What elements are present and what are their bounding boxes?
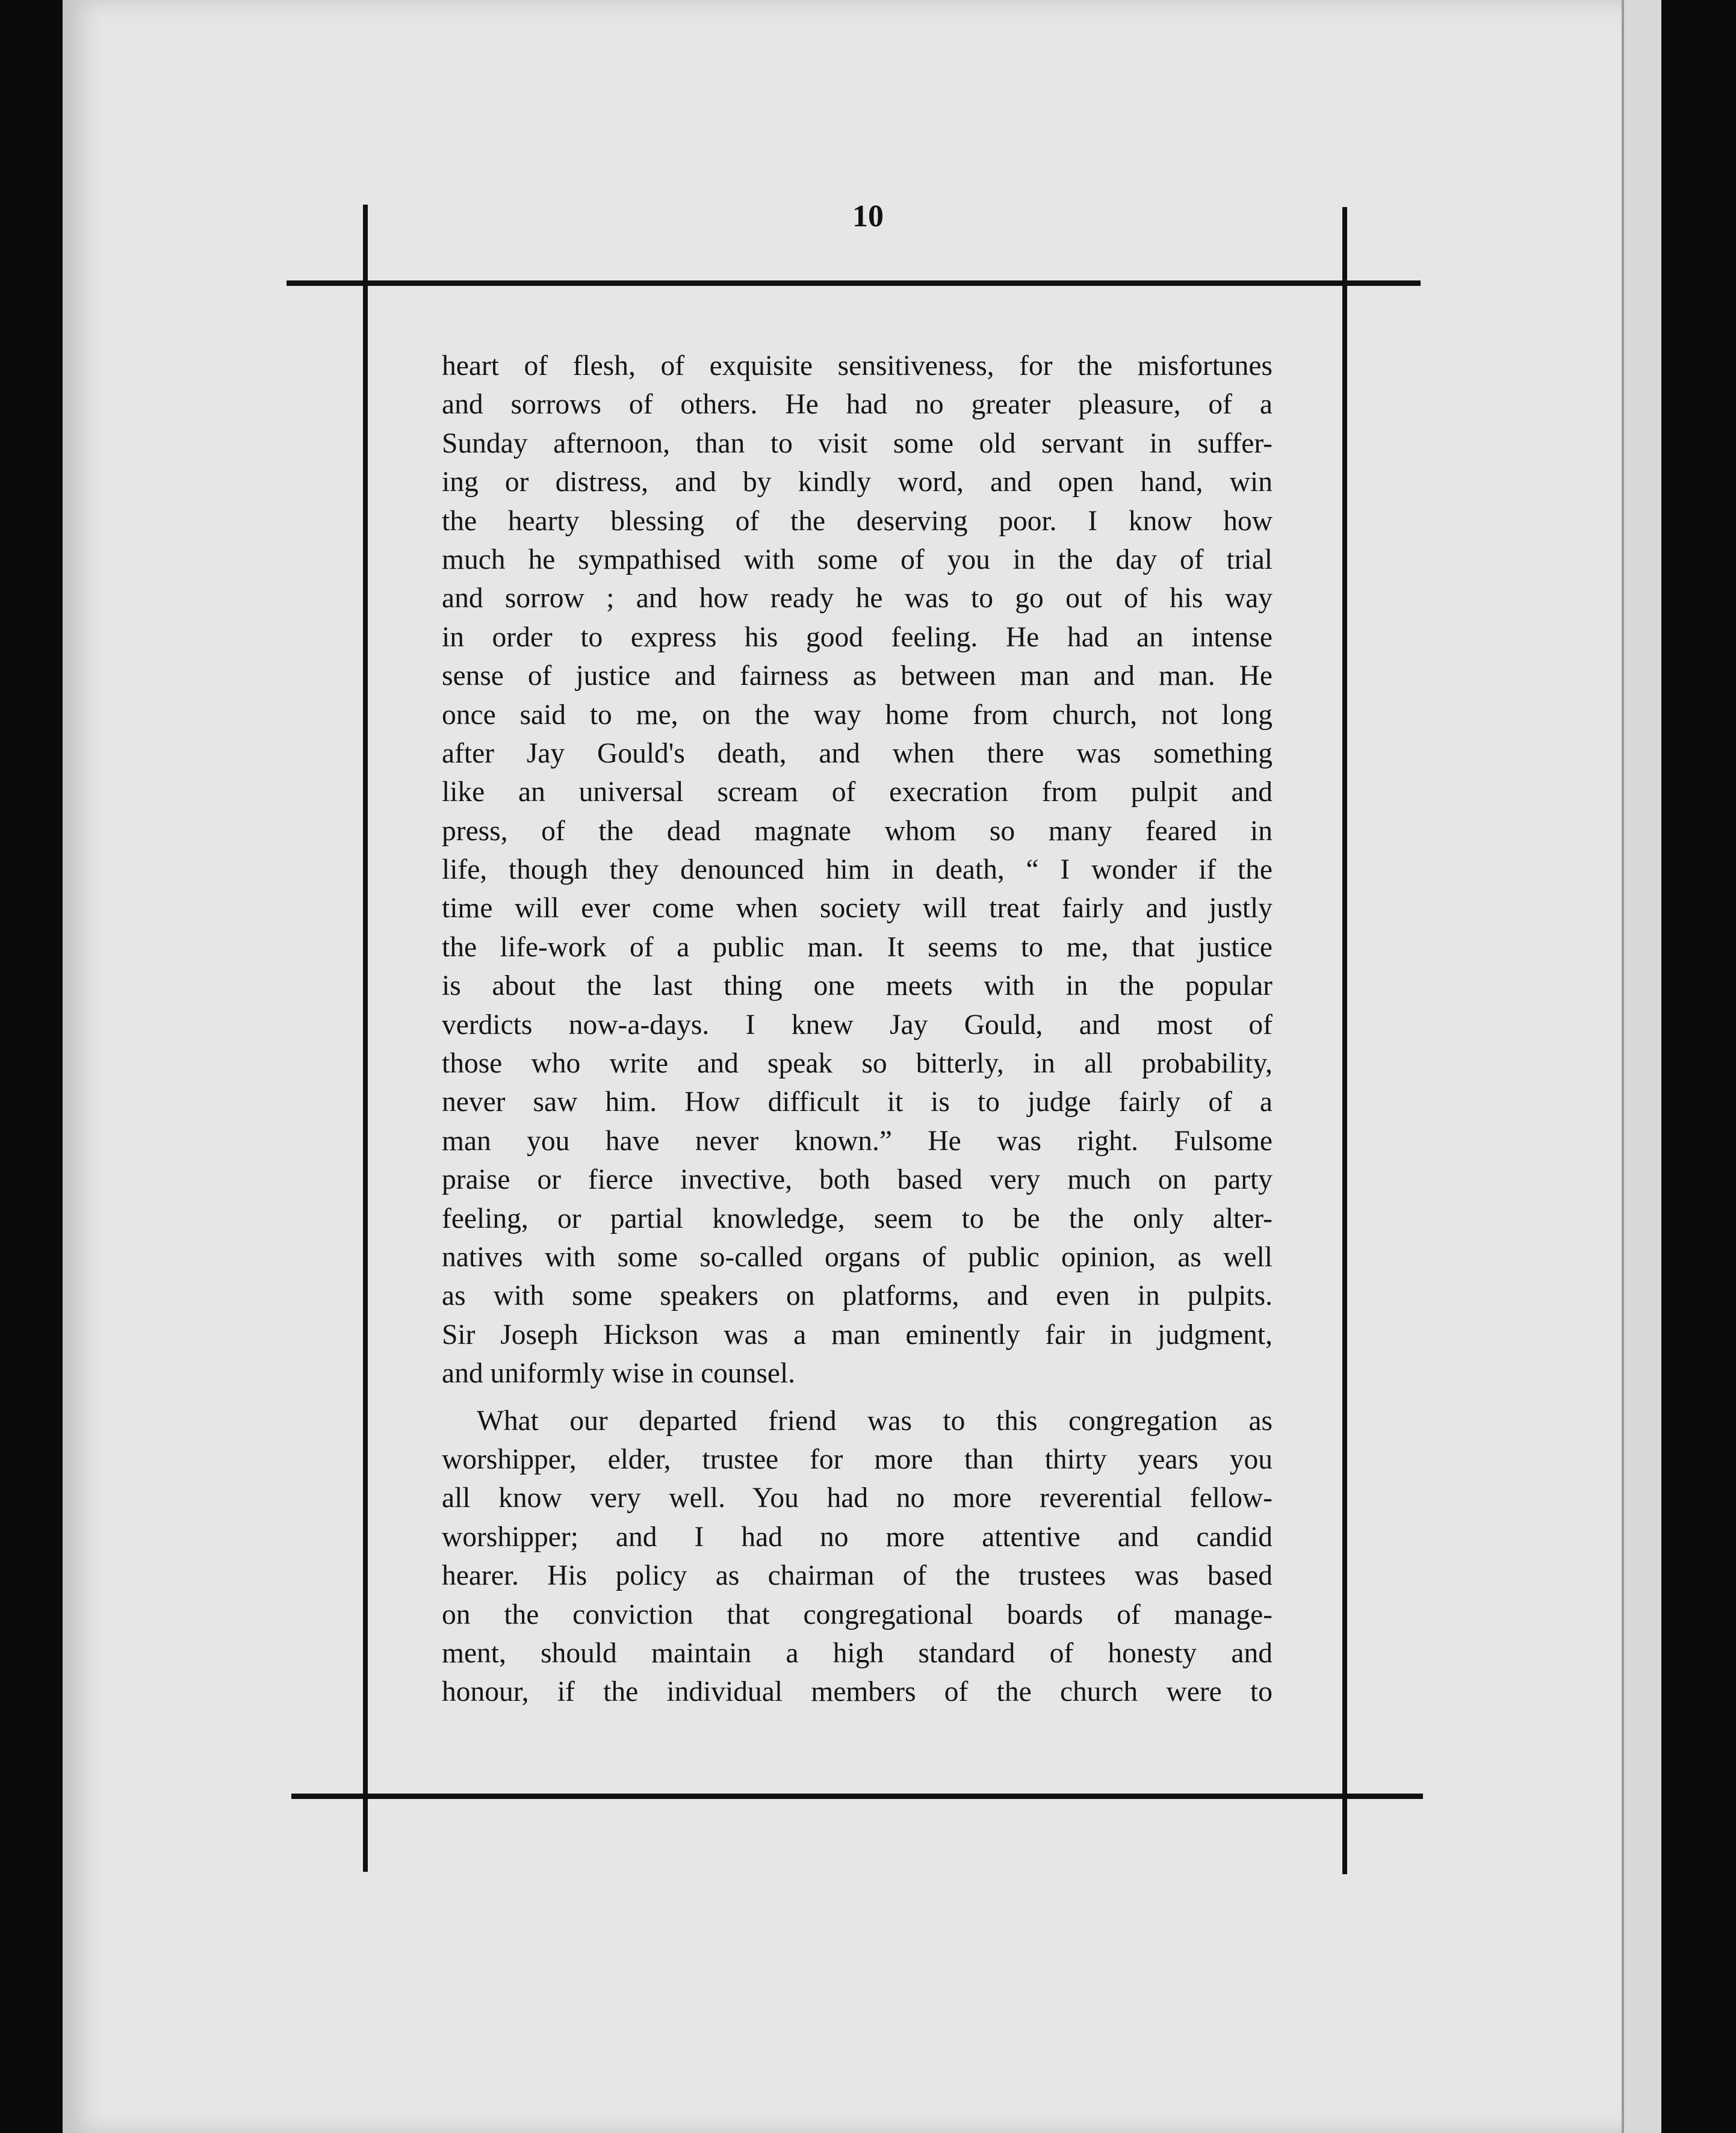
text-line: much he sympathised with some of you in the day of trial [442, 543, 1273, 575]
paragraph-1 [442, 347, 1273, 1393]
text-line: the life-work of a public man. It seems to me, that justice [442, 931, 1273, 963]
text-line: man you have never known.” He was right. Fulsome [442, 1125, 1273, 1157]
text-line: sense of justice and fairness as between man and man. He [442, 660, 1273, 692]
text-line: like an universal scream of execration from pulpit and [442, 776, 1273, 808]
text-line: Sir Joseph Hickson was a man eminently fair in judgment, [442, 1319, 1273, 1351]
text-line: ment, should maintain a high standard of honesty and [442, 1637, 1273, 1669]
text-line: heart of flesh, of exquisite sensitiveness, for the misfortunes [442, 350, 1273, 382]
text-line: is about the last thing one meets with in the popular [442, 970, 1273, 1002]
text-line: and sorrows of others. He had no greater pleasure, of a [442, 389, 1273, 421]
text-line: What our departed friend was to this congregation as [477, 1405, 1273, 1437]
page-number: 10 [852, 199, 884, 234]
text-line: all know very well. You had no more reverential fellow- [442, 1482, 1273, 1514]
paragraph-2 [442, 1402, 1273, 1712]
text-line: once said to me, on the way home from church, not long [442, 699, 1273, 731]
frame-rule-right [1342, 207, 1347, 1874]
text-line: and uniformly wise in counsel. [442, 1358, 796, 1390]
frame-rule-left [363, 205, 368, 1872]
text-line: worshipper; and I had no more attentive and candid [442, 1521, 1273, 1553]
text-line: hearer. His policy as chairman of the trustees was based [442, 1560, 1273, 1592]
text-line: after Jay Gould's death, and when there was something [442, 737, 1273, 769]
text-line: time will ever come when society will treat fairly and justly [442, 893, 1273, 924]
text-line: honour, if the individual members of the church were to [442, 1676, 1273, 1708]
text-line: on the conviction that congregational boards of manage- [442, 1599, 1273, 1630]
text-line: ing or distress, and by kindly word, and open hand, win [442, 466, 1273, 498]
text-line: and sorrow ; and how ready he was to go out of his way [442, 583, 1273, 615]
frame-rule-top [287, 280, 1421, 286]
text-line: press, of the dead magnate whom so many feared in [442, 815, 1273, 847]
text-line: worshipper, elder, trustee for more than thirty years you [442, 1443, 1273, 1475]
text-line: as with some speakers on platforms, and even in pulpits. [442, 1280, 1273, 1312]
text-line: never saw him. How difficult it is to judge fairly of a [442, 1086, 1273, 1118]
text-line: life, though they denounced him in death, “ I wonder if the [442, 854, 1273, 886]
scan-margin-right [1661, 0, 1736, 2133]
text-line: in order to express his good feeling. He had an intense [442, 621, 1273, 653]
text-line: praise or fierce invective, both based very much on party [442, 1164, 1273, 1196]
paragraph-gap [442, 1393, 1273, 1402]
text-line: natives with some so-called organs of public opinion, as well [442, 1241, 1273, 1273]
body-text [442, 347, 1273, 1712]
text-line: the hearty blessing of the deserving poor. I know how [442, 505, 1273, 537]
text-line: verdicts now-a-days. I knew Jay Gould, and most of [442, 1009, 1273, 1041]
text-line: those who write and speak so bitterly, in all probability, [442, 1048, 1273, 1080]
text-line: Sunday afternoon, than to visit some old servant in suffer- [442, 427, 1273, 459]
frame-rule-bottom [291, 1794, 1423, 1799]
text-line: feeling, or partial knowledge, seem to be the only alter- [442, 1203, 1273, 1234]
